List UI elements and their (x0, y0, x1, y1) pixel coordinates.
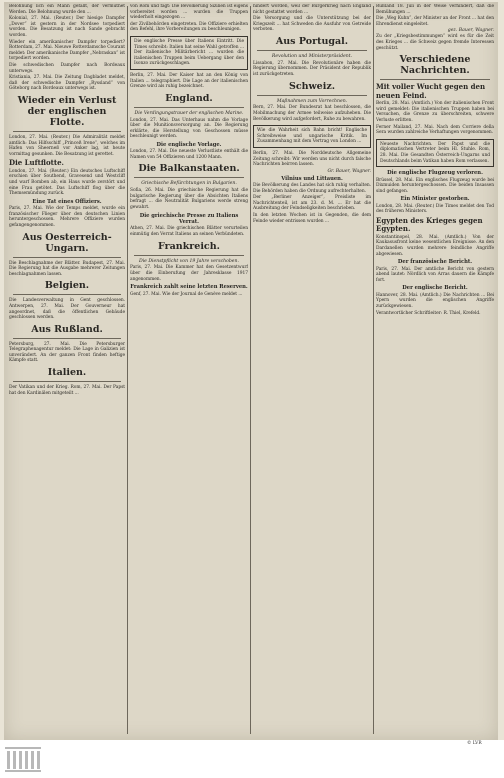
headline: Mit voller Wucht gegen den neuen Feind. (376, 82, 486, 100)
heading-rule (13, 257, 121, 258)
article-paragraph: Wieder ein amerikanischer Dampfer torpediert? Rotterdam, 27. Mai. Nieuwe Rotterdamsche Courant meldet: Der amerikanische Dampfer „Nebraskan“ ist torpediert worden. (9, 39, 125, 62)
article-paragraph: Konstantinopel, 28. Mai. (Amtlich.) Von der Kaukasusfront keine wesentlichen Ereignisse. An den Dardanellen wurden mehrere feindliche Angriffe abgewiesen. (376, 234, 494, 257)
article-paragraph: Verantwortlicher Schriftleiter: R. Thiel, Krefeld. (376, 310, 481, 316)
library-stamp: © LVR (467, 741, 482, 746)
section-heading: England. (165, 92, 213, 104)
subheading: Ein Minister gestorben. (400, 196, 470, 203)
column-divider (250, 6, 251, 734)
article-paragraph: Ferner Mailand, 27. Mai. Nach dem Corriere della Sera wurden zahlreiche Verhaftungen vorgenommen. (376, 124, 494, 136)
article-paragraph: Paris, 27. Mai. Der amtliche Bericht von gestern abend lautet: Nördlich von Arras dauern die Kämpfe fort. (376, 266, 494, 283)
article-paragraph: London, 27. Mai. (Reuter.) Ein deutsches Luftschiff erschien über Southend, Gravesend und Westcliff und warf Bomben ab, ein Haus wurde zerstört und eine Frau getötet. Das Luftschiff flog über die Themsemündung zurück. (9, 168, 125, 197)
article-paragraph: Belohnung lich ein Mann gefällt, der vermuthet Werden. Die Belohnung wurde den ... (9, 4, 125, 15)
heading-rule (13, 381, 121, 382)
article-paragraph: Berlin, 27. Mai. Der Kaiser hat an den König von Italien ... telegraphiert. Die Lage an der italienischen Grenze wird als ruhig bezeichnet. (130, 72, 248, 90)
heading-rule (134, 177, 244, 178)
section-heading: Aus Oesterreich-Ungarn. (22, 231, 112, 254)
article-paragraph: von Rom und fagt: Die Bevölkerung Sizilien ist eigens vorbereitet worden ... wurden die Truppen wiederholt eingezogen ... (130, 4, 248, 21)
dateline-subtitle: Revolution und Ministerpräsident. (271, 53, 353, 59)
article-paragraph: Bern, 27. Mai. Der Bundesrat hat beschlossen, die Mobilmachung der Armee teilweise aufzuheben. Die Bevölkerung wird aufgefordert, Ruhe zu bewahren. (253, 105, 371, 122)
article-paragraph: Athen, 27. Mai. Die griechischen Blätter verurteilen einmütig den Verrat Italiens an seinen Verbündeten. (130, 226, 248, 238)
article-paragraph: Petersburg, 27. Mai. Die Petersburger Telegraphenagentur meldet: Die Lage in Galizien ist unverändert. An der ganzen Front finden heftige Kämpfe statt. (9, 341, 125, 364)
subheading: Vilnius und Littauen. (281, 175, 343, 182)
heading-rule (13, 294, 121, 295)
dateline-subtitle: Die Verdingungstrauer der englischen Marine. (134, 110, 244, 116)
column-4 (376, 4, 494, 736)
section-heading: Schweiz. (288, 80, 336, 92)
heading-rule (257, 95, 367, 96)
article-paragraph: Sofia, 26. Mai. Die griechische Regierung hat die bulgarische Regierung über die Absichten Italiens befragt ... die Neutralität Bulgariens werde streng gewahrt. (130, 188, 248, 211)
section-heading: Verschiedene Nachrichten. (399, 54, 471, 77)
article-paragraph: Berlin, 27. Mai. Die Norddeutsche Allgemeine Zeitung schreibt: Wir werden uns nicht durch falsche Nachrichten beirren lassen. (253, 150, 371, 168)
article-paragraph: Die Bevölkerung des Landes hat sich ruhig verhalten. Die Behörden haben die Ordnung aufrechterhalten. (253, 183, 371, 194)
headline: Die Luftflotte. (9, 158, 64, 168)
article-paragraph: Die Landesverwaltung in Gent geschlossen. Antwerpen, 27. Mai. Der Gouverneur hat angeordnet, daß die öffentlichen Gebäude geschlossen werden. (9, 298, 125, 321)
article-paragraph: London, 27. Mai. Das Unterhaus nahm die Vorlage über die Munitionsversorgung an. Die Regierung erklärte, die Herstellung von Geschossen müsse beschleunigt werden. (130, 117, 248, 140)
article-paragraph: Die schwedischen Dampfer nach Bordeaux unterwegs. (9, 62, 125, 74)
section-heading: Die Balkanstaaten. (138, 163, 240, 175)
signature-line: gez. Bauer, Wagner. (447, 28, 494, 34)
section-heading: Frankreich. (158, 240, 220, 252)
heading-rule (134, 107, 244, 108)
dateline-subtitle: Maßnahmen zum Vorrechnen. (276, 98, 348, 104)
article-paragraph: Kristiania, 27. Mai. Die Zeitung Dagbladet meldet, daß der schwedische Dampfer „Ryssland“ von Göteborg nach Bordeaux unterwegs ist. (9, 75, 125, 92)
article-paragraph: Brüssel, 28. Mai. Ein englisches Flugzeug wurde bei Dixmuiden heruntergeschossen. Die beiden Insassen sind gefangen. (376, 177, 494, 194)
section-heading: Aus Rußland. (31, 323, 103, 335)
archive-footer (0, 740, 504, 778)
heading-rule (380, 79, 490, 80)
section-heading: Italien. (47, 367, 87, 379)
headline: Egypten des Krieges gegen Egypten. (376, 215, 483, 234)
article-paragraph: Der Vatikan und der Krieg. Rom, 27. Mai. Der Papst hat den Kardinälen mitgeteilt ... (9, 385, 125, 396)
article-paragraph: Die „Weg Kuhn“, der Minister an der Front ... hat den Ehrendienst eingeleitet. (376, 16, 494, 27)
article-paragraph: Zu der „Kriegsbestimmungen“ wird es für die Zeit des Krieges ... die Schweiz gegen fremde Interessen geschützt. (376, 34, 494, 51)
article-paragraph: Lissabon, 27. Mai. Die Revolutionäre haben die Regierung übernommen. Der Präsident der Republik ist zurückgetreten. (253, 60, 371, 77)
boxed-notice: Die englische Presse über Italiens Eintritt. Die Times schreibt: Italien hat seine Wahl getroffen ... Der italienische Militärbericht ... wurden die italienischen Truppen beim Uebergang über den Isonzo zurückgeschlagen. (130, 36, 248, 70)
heading-rule (13, 338, 121, 339)
article-paragraph: In den letzten Wochen ist in Gegenden, die dem Feinde wieder entrissen wurden ... (253, 213, 371, 224)
subheading: Frankreich zahlt seine letzten Reserven. (130, 284, 248, 291)
article-paragraph: Rußland 18. Juli in der Weise verhindert, daß die Bemühungen ... (376, 4, 494, 15)
column-3 (253, 4, 371, 736)
heading-rule (257, 50, 367, 51)
subheading: Der englische Bericht. (402, 285, 468, 292)
article-paragraph: Genf, 27. Mai. Wie der Journal de Genève meldet ... (130, 291, 243, 297)
column-2 (130, 4, 248, 736)
article-paragraph: Die Beschlagnahme der Blätter. Budapest, 27. Mai. Die Regierung hat die Ausgabe mehrerer Zeitungen beschlagnahmen lassen. (9, 260, 125, 277)
subheading: Der französische Bericht. (397, 259, 473, 266)
article-paragraph: Paris, 27. Mai. Wie der Temps meldet, wurde ein französischer Flieger über den deutschen Linien heruntergeschossen. Mehrere Offiziere wurden gefangengenommen. (9, 206, 125, 228)
column-1 (9, 4, 125, 736)
subheading: Die englische Vorlage. (156, 141, 222, 148)
boxed-notice: Neueste Nachrichten. Der Papst und die diplomatischen Vertreter beim Hl. Stuhle. Rom, 28. Mai. Die Gesandten Österreich-Ungarns und Deutschlands beim Vatikan haben Rom verlassen. (376, 139, 494, 167)
article-paragraph: London, 28. Mai. (Reuter.) Die Times meldet den Tod des früheren Ministers. (376, 203, 494, 215)
article-paragraph: der Zivilbehörden eingetreten. Die Offiziere erhielten den Befehl, ihre Vorbereitungen zu beschleunigen. (130, 21, 248, 33)
subheading: Die englische Flugzeug verloren. (387, 170, 483, 177)
column-divider (127, 6, 128, 734)
article-paragraph: Paris, 27. Mai. Die Kammer hat den Gesetzentwurf über die Einberufung der Jahresklasse 1917 angenommen. (130, 265, 248, 282)
article-paragraph: hindert worden, weil der Bürgerkrieg nach England nicht gestattet worden ... (253, 4, 371, 15)
column-divider (373, 6, 374, 734)
subheading: Eine Tat eines Offiziers. (32, 198, 102, 205)
dateline-subtitle: Griechische Befürchtungen in Bulgarien. (141, 181, 237, 187)
section-heading: Belgien. (44, 280, 90, 292)
article-paragraph: Die Versorgung und die Unterstützung bei der Kriegszeit ... hat Schweden die Ausfuhr von Getreide verboten. (253, 16, 371, 33)
section-heading: Wieder ein Verlust der englischen Flotte. (17, 94, 117, 128)
article-paragraph: London, 27. Mai. (Reuter.) Die Admiralität meldet amtlich: Das Hilfsschiff „Princeß Irene“, welches im Hafen von Sheerneß vor Anker lag, ist heute vormittag gesunken. Die Besatzung ist gerettet. (9, 134, 125, 157)
article-paragraph: London, 27. Mai. Die neueste Verlustliste enthält die Namen von 54 Offizieren und 1200 Mann. (130, 149, 248, 160)
signature-line: Gr. Bauer, Wagner. (327, 168, 371, 174)
boxed-notice: Wie die Wahrheit sich Bahn bricht! Englische Schreibweise und ungarische Kritik. Im Zusammenhang mit dem Vertrag von London ... (253, 125, 371, 148)
newspaper-sheet (4, 2, 498, 740)
heading-rule (13, 131, 121, 132)
article-paragraph: Berlin, 28. Mai. (Amtlich.) Von der italienischen Front wird gemeldet: Die italienischen Truppen haben bei Versuchen, die Grenze zu überschreiten, schwere Verluste erlitten. (376, 101, 494, 123)
heading-rule (134, 255, 244, 256)
dateline-subtitle: Die Dienstpflicht von 19 Jahre verschoben. (139, 258, 239, 264)
subheading: Die griechische Presse zu Italiens Verrat. (139, 212, 239, 226)
article-paragraph: Kolonial, 27. Mai. (Reuter.) Der hiesige Dampfer „Dover“ ist gestern in der Nordsee torpediert worden. Die Besatzung ist nach Sande gebracht worden. (9, 16, 125, 38)
library-logo-icon (3, 745, 43, 775)
article-paragraph: Der „Berliner Anzeiger“, Preisliste im Nachrichtenteil, ist am 23. d. M. ... Er hat die Ausbreitung der Feindseligkeiten beschrieben. (253, 195, 371, 212)
article-paragraph: Hannover, 28. Mai. (Amtlich.) Die Nachrichten ... Bei Ypern wurden die englischen Angriffe zurückgewiesen. (376, 292, 494, 310)
section-heading: Aus Portugal. (275, 35, 349, 47)
